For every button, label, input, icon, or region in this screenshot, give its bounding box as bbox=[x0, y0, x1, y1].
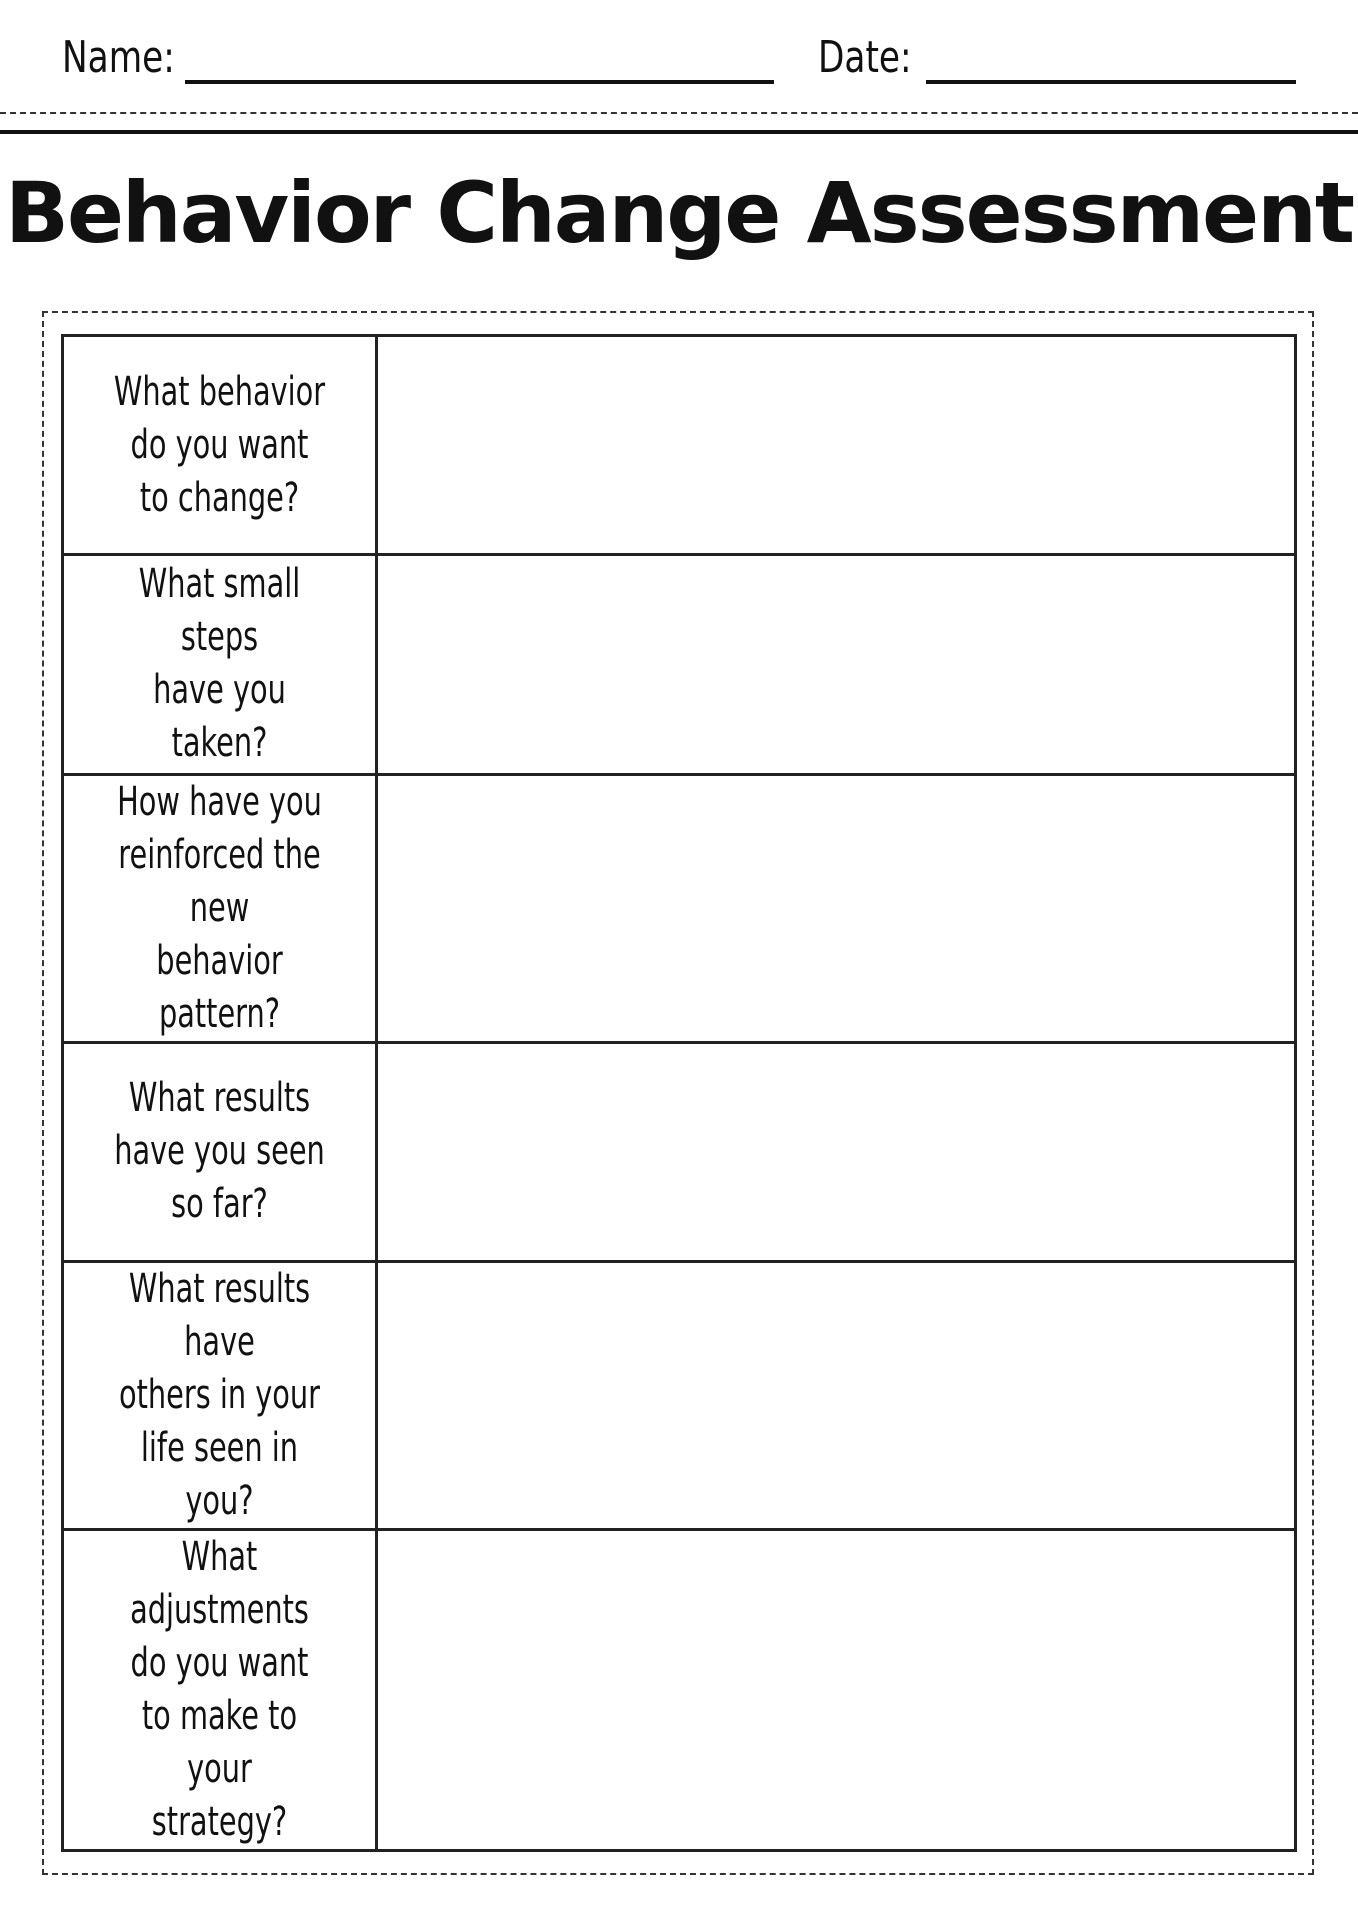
date-blank-line[interactable] bbox=[926, 80, 1296, 84]
table-row bbox=[64, 556, 1294, 775]
name-label: Name: bbox=[62, 32, 175, 83]
name-blank-line[interactable] bbox=[185, 80, 774, 84]
question-label: What adjustments do you want to make to your strategy? bbox=[130, 1533, 309, 1845]
header-row bbox=[0, 0, 1358, 110]
answer-cell[interactable] bbox=[378, 776, 1294, 1041]
question-cell bbox=[64, 1531, 378, 1849]
table-row bbox=[64, 1044, 1294, 1263]
page-title: Behavior Change Assessment bbox=[4, 164, 1354, 262]
question-cell bbox=[64, 337, 378, 553]
question-label: What behavior do you want to change? bbox=[113, 368, 326, 521]
question-label: What results have you seen so far? bbox=[114, 1075, 325, 1228]
question-label: What small steps have you taken? bbox=[138, 561, 301, 767]
question-cell bbox=[64, 556, 378, 772]
answer-cell[interactable] bbox=[378, 337, 1294, 553]
answer-cell[interactable] bbox=[378, 556, 1294, 772]
table-row bbox=[64, 1531, 1294, 1849]
assessment-table bbox=[61, 334, 1297, 1852]
answer-cell[interactable] bbox=[378, 1044, 1294, 1260]
question-label: What results have others in your life seen in you? bbox=[118, 1265, 321, 1524]
question-cell bbox=[64, 1263, 378, 1528]
answer-cell[interactable] bbox=[378, 1263, 1294, 1528]
question-cell bbox=[64, 776, 378, 1041]
table-row bbox=[64, 776, 1294, 1044]
dashed-divider bbox=[0, 112, 1358, 114]
date-label: Date: bbox=[818, 32, 912, 83]
solid-divider bbox=[0, 130, 1358, 134]
table-row bbox=[64, 337, 1294, 556]
table-row bbox=[64, 1263, 1294, 1531]
question-cell bbox=[64, 1044, 378, 1260]
question-label: How have you reinforced the new behavior pattern? bbox=[117, 778, 322, 1037]
answer-cell[interactable] bbox=[378, 1531, 1294, 1849]
